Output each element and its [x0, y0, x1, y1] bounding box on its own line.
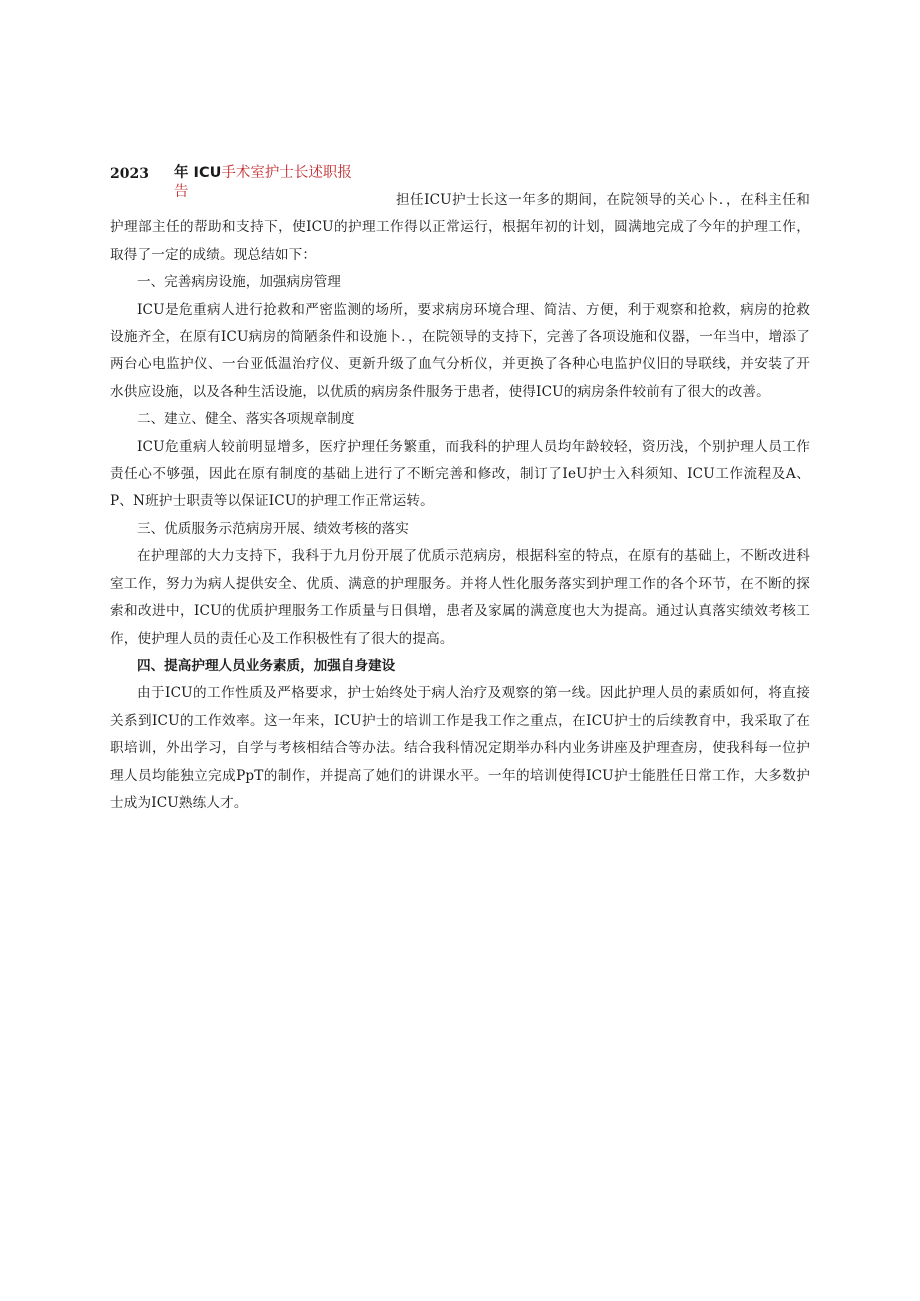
- intro-paragraph: 担任ICU护士长这一年多的期间，在院领导的关心卜．，在科主任和护理部主任的帮助和支持下，使ICU的护理工作得以正常运行，根据年初的计划，圆满地完成了今年的护理工作，取得了一定的成绩。现总结如下：: [110, 192, 810, 263]
- document-body: [110, 187, 810, 817]
- section-body-4: 由于ICU的工作性质及严格要求，护士始终处于病人治疗及观察的第一线。因此护理人员的素质如何，将直接关系到ICU的工作效率。这一年来，ICU护士的培训工作是我工作之重点，在ICU护士的后续教育中，我采取了在职培训，外出学习，自学与考核相结合等办法。结合我科情况定期举办科内业务讲座及护理查房，使我科每一位护理人员均能独立完成PpT的制作，并提高了她们的讲课水平。一年的培训使得ICU护士能胜任日常工作，大多数护士成为ICU熟练人才。: [110, 685, 810, 811]
- section-body-1: ICU是危重病人进行抢救和严密监测的场所，要求病房环境合理、简洁、方便，利于观察和抢救，病房的抢救设施齐全，在原有ICU病房的简陋条件和设施卜．，在院领导的支持下，完善了各项设施和仪器，一年当中，增添了两台心电监护仪、一台亚低温治疗仪、更新升级了血气分析仪，并更换了各种心电监护仪旧的导联线，并安装了开水供应设施，以及各种生活设施，以优质的病房条件服务于患者，使得ICU的病房条件较前有了很大的改善。: [110, 301, 810, 400]
- section-heading-1: 一、完善病房设施，加强病房管理: [137, 274, 341, 291]
- section-heading-3: 三、优质服务示范病房开展、绩效考核的落实: [137, 520, 409, 537]
- section-heading-4: 四、提高护理人员业务素质，加强自身建设: [137, 657, 396, 674]
- section-heading-2: 二、建立、健全、落实各项规章制度: [137, 411, 355, 428]
- section-body-2: ICU危重病人较前明显增多，医疗护理任务繁重，而我科的护理人员均年龄较轻，资历浅，个别护理人员工作责任心不够强，因此在原有制度的基础上进行了不断完善和修改，制订了IeU护士入科须知、ICU工作流程及A、P、N班护士职责等以保证ICU的护理工作正常运转。: [110, 438, 810, 510]
- title-prefix: 年 ICU: [174, 165, 222, 181]
- title-year: 2023: [110, 166, 149, 182]
- title-highlight: 手术室护士长述职报告: [174, 165, 352, 200]
- section-body-3: 在护理部的大力支持下，我科于九月份开展了优质示范病房，根据科室的特点，在原有的基础上，不断改进科室工作，努力为病人提供安全、优质、满意的护理服务。并将人性化服务落实到护理工作的各个环节，在不断的探索和改进中，ICU的优质护理服务工作质量与日俱增，患者及家属的满意度也大为提高。通过认真落实绩效考核工作，使护理人员的责任心及工作积极性有了很大的提高。: [110, 548, 810, 647]
